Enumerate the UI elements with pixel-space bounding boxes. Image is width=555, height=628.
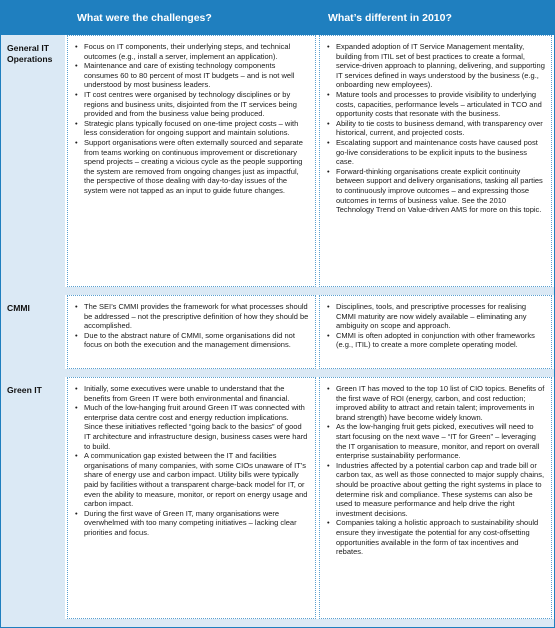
row-label: Green IT — [1, 377, 65, 619]
list-item: • Companies taking a holistic approach to sustainability should ensure they investigate the potential for any cost-offsetting opportunities available in the form of tax incentives and rebates. — [327, 518, 539, 557]
row-label: General IT Operations — [1, 35, 65, 287]
list-item: • Ability to tie costs to business demand, with transparency over historical, current, and projected costs. — [327, 118, 543, 138]
row-separator — [1, 619, 554, 627]
header-different: What’s different in 2010? — [328, 12, 452, 24]
row-label: CMMI — [1, 295, 65, 369]
list-item: • Green IT has moved to the top 10 list of CIO topics. Benefits of the first wave of ROI (energy, carbon, and cost reduction; improved ability to attract and retain talent; improvements in brand strength) have become widely known. — [327, 384, 545, 422]
list-item: • Much of the low-hanging fruit around Green IT was connected with enterprise data centre cost and energy reduction implications. Since these initiatives reflected “going back to the basics” of good IT architecture and infrastructure design, business cases were hard to build. — [75, 403, 308, 451]
list-item: • IT cost centres were organised by technology disciplines or by regions and business units, disjointed from the IT services being provided and from the business value being produced. — [75, 89, 297, 119]
row-separator — [1, 369, 554, 377]
list-item: • A communication gap existed between the IT and facilities organisations of many companies, with some CIOs unaware of IT’s share of energy use and carbon impact. Utility bills were typically paid by facilities without a transparent charge-back model for IT, or even the ability to measure, monitor, or report on energy usage and carbon impact. — [75, 451, 308, 509]
list-item: • Mature tools and processes to provide visibility to underlying costs, capacities, performance levels – articulated in TCO and opportunity costs that resonate with the business. — [327, 89, 542, 119]
list-item: • Initially, some executives were unable to understand that the benefits from Green IT were both environmental and financial. — [75, 384, 290, 403]
list-item: • Disciplines, tools, and prescriptive processes for realising CMMI maturity are now widely available – eliminating any ambiguity on scope and approach. — [327, 302, 527, 331]
row-general-it-operations — [1, 35, 554, 287]
different-cell — [319, 377, 552, 619]
row-cmmi — [1, 295, 554, 369]
list-item: • Due to the abstract nature of CMMI, some organisations did not focus on both the execution and the management dimensions. — [75, 330, 295, 350]
list-item: • As the low-hanging fruit gets picked, executives will need to start focusing on the next wave – “IT for Green” – leveraging the IT organisation to measure, monitor, and report on overall enterprise sustainability performance. — [327, 422, 540, 461]
list-item: • Support organisations were often externally sourced and separate from teams working on continuous improvement or discretionary spend projects – creating a vicious cycle as the people supporting the system are removed from ongoing changes just as impactful, the perspective of those dealing with day-to-day issues of the system were not tapped as an input to guide future changes. — [75, 137, 303, 195]
header-challenges: What were the challenges? — [77, 12, 212, 24]
table-header — [1, 1, 554, 35]
challenges-cell — [67, 295, 316, 369]
different-cell — [319, 35, 552, 287]
list-item: • Forward-thinking organisations create explicit continuity between support and delivery organisations, tasking all parties to continuously improve outcomes – and expressing those outcomes in terms of business value. See the 2010 Technology Trend on Value-driven AMS for more on this topic. — [327, 166, 543, 215]
row-separator — [1, 287, 554, 295]
challenges-cell — [67, 35, 316, 287]
list-item: • Focus on IT components, their underlying steps, and technical outcomes (e.g., install a server, implement an application). — [75, 42, 291, 61]
list-item: • Strategic plans typically focused on one-time project costs – with less consideration for ongoing support and maintain solutions. — [75, 118, 299, 138]
list-item: • Escalating support and maintenance costs have caused post go-live considerations to be explicit inputs to the business case. — [327, 137, 538, 167]
list-item: • Maintenance and care of existing technology components consumes 60 to 80 percent of most IT budgets – and is not well understood by most business leaders. — [75, 61, 295, 90]
list-item: • During the first wave of Green IT, many organisations were overwhelmed with too many competing initiatives – lacking clear priorities and focus. — [75, 508, 297, 537]
list-item: • Industries affected by a potential carbon cap and trade bill or carbon tax, as well as those connected to major supply chains, should be proactive about getting the right systems in place to determine risk and compliance. These systems can also be used to measure performance and help drive the right investment decisions. — [327, 460, 545, 518]
list-item: • Expanded adoption of IT Service Management mentality, building from ITIL set of best practices to create a formal, service-driven approach to planning, delivering, and supporting IT services defined in ways understood by the business (e.g., onboarding new employees). — [327, 42, 545, 90]
different-cell — [319, 295, 552, 369]
challenges-cell — [67, 377, 316, 619]
list-item: • The SEI’s CMMI provides the framework for what processes should be addressed – not the prescriptive definition of how they should be accomplished. — [75, 302, 309, 331]
row-green-it — [1, 377, 554, 619]
list-item: • CMMI is often adopted in conjunction with other frameworks (e.g., ITIL) to create a more complete operating model. — [327, 330, 535, 350]
